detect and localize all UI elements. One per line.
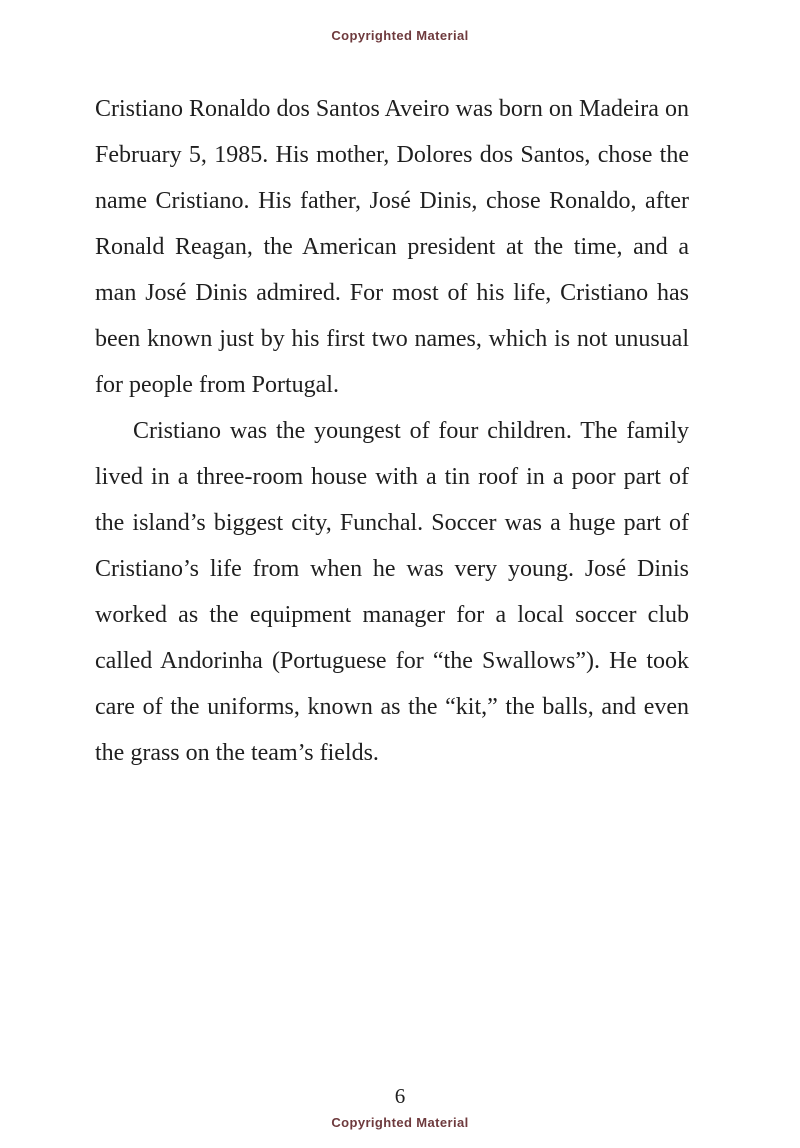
page-body [95, 86, 689, 776]
paragraph-2: Cristiano was the youngest of four children. The family lived in a three-room house with a tin roof in a poor part of the island’s biggest city, Funchal. Soccer was a huge part of Cristiano’s life from when he was very young. José Dinis worked as the equipment manager for a local soccer club called Andorinha (Portuguese for “the Swallows”). He took care of the uniforms, known as the “kit,” the balls, and even the grass on the team’s fields. [95, 418, 689, 766]
page-number: 6 [394, 1084, 406, 1108]
paragraph-1: Cristiano Ronaldo dos Santos Aveiro was born on Madeira on February 5, 1985. His mother, Dolores dos Santos, chose the name Cristiano. His father, José Dinis, chose Ronaldo, after Ronald Reagan, the American president at the time, and a man José Dinis admired. For most of his life, Cristiano has been known just by his first two names, which is not unusual for people from Portugal. [95, 96, 689, 398]
copyright-notice-bottom: Copyrighted Material [331, 1115, 469, 1130]
page-footer [0, 1084, 800, 1130]
copyright-notice-top: Copyrighted Material [331, 28, 469, 43]
